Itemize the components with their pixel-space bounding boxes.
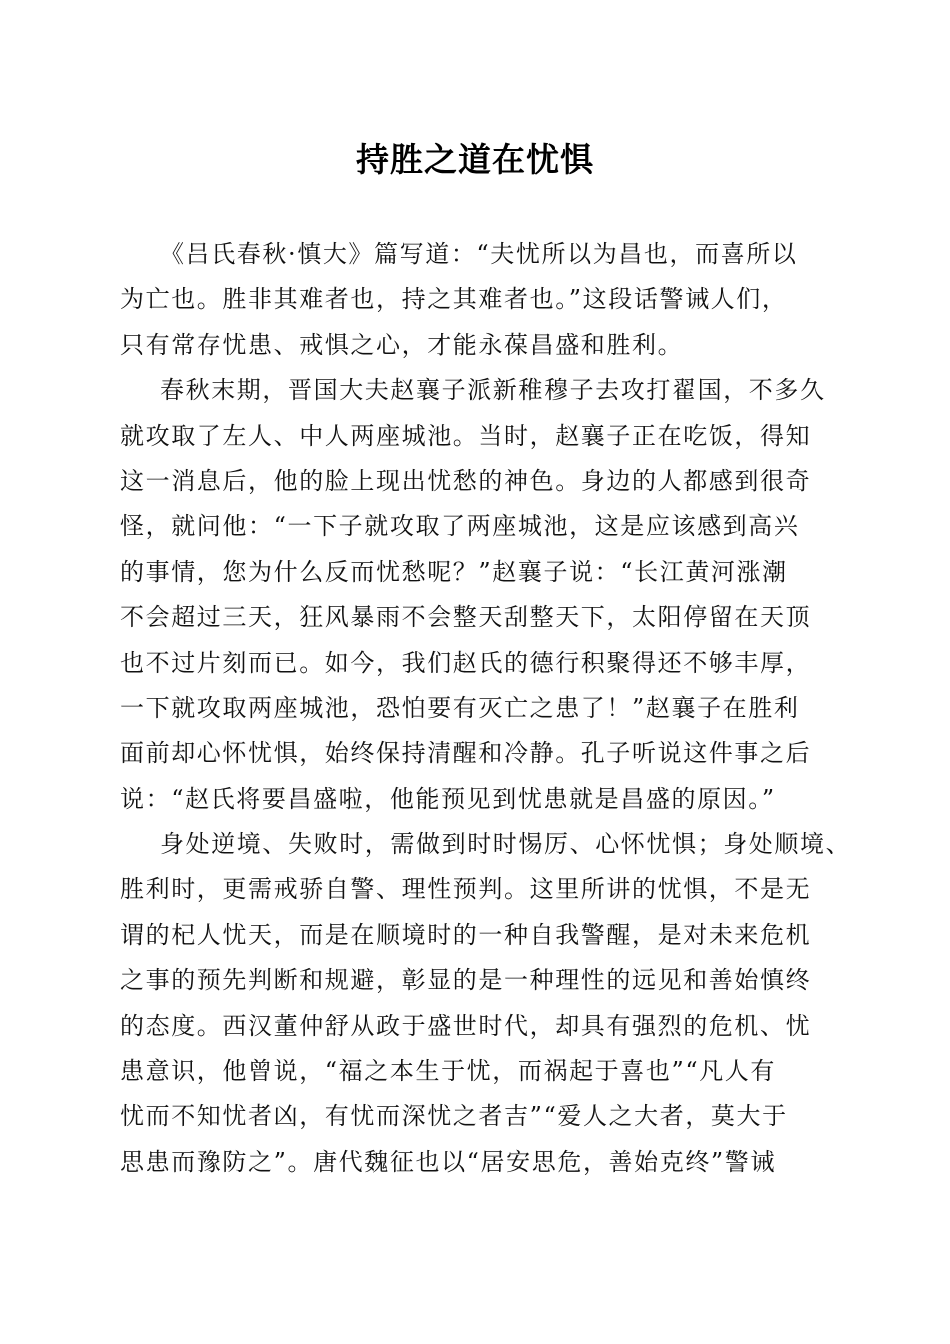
text-line: 怪，就问他：“一下子就攻取了两座城池，这是应该感到高兴 bbox=[120, 512, 800, 541]
text-line: 的态度。西汉董仲舒从政于盛世时代，却具有强烈的危机、忧 bbox=[120, 1011, 812, 1040]
text-line: 之事的预先判断和规避，彰显的是一种理性的远见和善始慎终 bbox=[120, 966, 812, 995]
paragraph-1 bbox=[120, 232, 828, 368]
text-line: 不会超过三天，狂风暴雨不会整天刮整天下，太阳停留在天顶 bbox=[120, 603, 812, 632]
text-line: 一下就攻取两座城池，恐怕要有灭亡之患了！”赵襄子在胜利 bbox=[120, 693, 800, 722]
article-title: 持胜之道在忧惧 bbox=[356, 140, 594, 179]
text-line: 就攻取了左人、中人两座城池。当时，赵襄子正在吃饭，得知 bbox=[120, 421, 812, 450]
text-line: 胜利时，更需戒骄自警、理性预判。这里所讲的忧惧，不是无 bbox=[120, 875, 812, 904]
text-line: 说：“赵氏将要昌盛啦，他能预见到忧患就是昌盛的原因。” bbox=[120, 784, 776, 813]
text-line: 患意识，他曾说，“福之本生于忧，而祸起于喜也”“凡人有 bbox=[120, 1057, 777, 1086]
text-line: 忧而不知忧者凶，有忧而深忧之者吉”“爱人之大者，莫大于 bbox=[120, 1102, 788, 1131]
text-line: 思患而豫防之”。唐代魏征也以“居安思危，善始克终”警诫 bbox=[120, 1147, 777, 1176]
text-line: 也不过片刻而已。如今，我们赵氏的德行积聚得还不够丰厚， bbox=[120, 648, 812, 677]
text-line: 的事情，您为什么反而忧愁呢？”赵襄子说：“长江黄河涨潮 bbox=[120, 557, 788, 586]
text-line: 《吕氏春秋·慎大》篇写道：“夫忧所以为昌也，而喜所以 bbox=[160, 240, 798, 268]
text-line: 春秋末期，晋国大夫赵襄子派新稚穆子去攻打翟国，不多久 bbox=[160, 376, 826, 405]
text-line: 面前却心怀忧惧，始终保持清醒和冷静。孔子听说这件事之后 bbox=[120, 739, 812, 768]
text-line: 只有常存忧患、戒惧之心，才能永葆昌盛和胜利。 bbox=[120, 330, 684, 359]
paragraph-2 bbox=[120, 368, 828, 822]
article-body bbox=[120, 232, 852, 1185]
text-line: 这一消息后，他的脸上现出忧愁的神色。身边的人都感到很奇 bbox=[120, 466, 812, 495]
text-line: 身处逆境、失败时，需做到时时惕厉、心怀忧惧；身处顺境、 bbox=[160, 830, 852, 859]
text-line: 为亡也。胜非其难者也，持之其难者也。”这段话警诫人们， bbox=[120, 285, 788, 314]
paragraph-3 bbox=[120, 822, 852, 1185]
text-line: 谓的杞人忧天，而是在顺境时的一种自我警醒，是对未来危机 bbox=[120, 920, 812, 949]
